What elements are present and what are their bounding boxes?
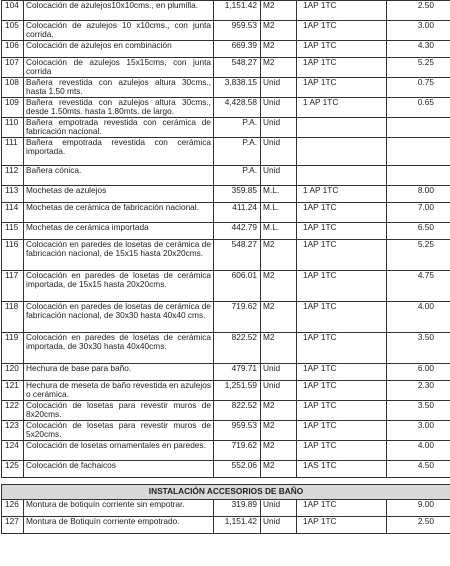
table-row — [2, 203, 450, 223]
item-description: Colocación en paredes de losetas de cerámica importada, de 15x15 hasta 20x20cms. — [24, 271, 214, 302]
item-crew: 1AP 1TC — [297, 21, 387, 41]
item-crew — [297, 118, 387, 138]
item-unit: M2 — [261, 41, 297, 58]
item-number: 119 — [2, 333, 24, 364]
table-row — [2, 166, 450, 186]
item-rate: 4.00 — [387, 302, 450, 333]
table-row — [2, 461, 450, 478]
spacer-row — [2, 478, 450, 485]
item-price: P.A. — [214, 118, 261, 138]
table-row — [2, 98, 450, 118]
item-price: 548.27 — [214, 58, 261, 78]
item-crew: 1AP 1TC — [297, 58, 387, 78]
table-body-top — [2, 1, 450, 478]
item-unit: Unid — [261, 98, 297, 118]
item-number: 107 — [2, 58, 24, 78]
item-price: 552.06 — [214, 461, 261, 478]
item-crew: 1AP 1TC — [297, 203, 387, 223]
item-description: Colocación en paredes de losetas de cerámica de fabricación nacional, de 30x30 hasta 40x40 cms. — [24, 302, 214, 333]
item-description: Mochetas de azulejos — [24, 186, 214, 203]
item-price: 442.79 — [214, 223, 261, 240]
item-unit: Unid — [261, 118, 297, 138]
item-description: Colocación de losetas para revestir muros de 8x20cms. — [24, 401, 214, 421]
item-number: 111 — [2, 138, 24, 166]
item-rate: 7.00 — [387, 203, 450, 223]
item-description: Colocación de azulejos en combinación — [24, 41, 214, 58]
table-row — [2, 364, 450, 381]
item-unit: M2 — [261, 461, 297, 478]
item-unit: Unid — [261, 138, 297, 166]
item-number: 105 — [2, 21, 24, 41]
item-number: 120 — [2, 364, 24, 381]
item-crew: 1 AP 1TC — [297, 186, 387, 203]
item-unit: M2 — [261, 21, 297, 41]
item-price: 719.62 — [214, 302, 261, 333]
item-number: 106 — [2, 41, 24, 58]
item-price: 719.62 — [214, 441, 261, 461]
item-unit: M2 — [261, 58, 297, 78]
item-number: 104 — [2, 1, 24, 21]
item-rate: 4.50 — [387, 461, 450, 478]
item-number: 127 — [2, 517, 24, 534]
item-crew — [297, 138, 387, 166]
item-number: 125 — [2, 461, 24, 478]
item-rate: 4.30 — [387, 41, 450, 58]
item-number: 117 — [2, 271, 24, 302]
table-row — [2, 500, 450, 517]
item-description: Hechura de meseta de baño revestida en azulejos o cerámica. — [24, 381, 214, 401]
table-body-section — [2, 478, 450, 500]
item-number: 126 — [2, 500, 24, 517]
item-price: 669.39 — [214, 41, 261, 58]
table-row — [2, 118, 450, 138]
item-rate: 2.50 — [387, 517, 450, 534]
item-rate: 2.30 — [387, 381, 450, 401]
item-rate: 4.00 — [387, 441, 450, 461]
item-price: 959.53 — [214, 21, 261, 41]
item-unit: Unid — [261, 78, 297, 98]
item-number: 112 — [2, 166, 24, 186]
item-number: 123 — [2, 421, 24, 441]
table-row — [2, 240, 450, 271]
table-row — [2, 223, 450, 240]
item-description: Bañera empotrada revestida con cerámica importada. — [24, 138, 214, 166]
item-crew: 1AP 1TC — [297, 240, 387, 271]
item-crew: 1AP 1TC — [297, 41, 387, 58]
item-crew: 1AP 1TC — [297, 1, 387, 21]
item-description: Bañera empotrada revestida con cerámica de fabricación nacional. — [24, 118, 214, 138]
item-description: Colocación de azulejos 10 x10cms., con junta corrida. — [24, 21, 214, 41]
item-unit: M2 — [261, 421, 297, 441]
item-price: 319.89 — [214, 500, 261, 517]
item-crew: 1AP 1TC — [297, 441, 387, 461]
table-row — [2, 78, 450, 98]
item-rate: 3.00 — [387, 421, 450, 441]
table-row — [2, 421, 450, 441]
item-number: 118 — [2, 302, 24, 333]
item-price: 1,251.59 — [214, 381, 261, 401]
item-unit: M2 — [261, 271, 297, 302]
item-rate: 6.00 — [387, 364, 450, 381]
item-description: Bañera revestida con azulejos altura 30cms., hasta 1.50 mts. — [24, 78, 214, 98]
item-number: 124 — [2, 441, 24, 461]
price-table — [1, 0, 450, 534]
item-unit: M2 — [261, 333, 297, 364]
item-unit: Unid — [261, 517, 297, 534]
item-unit: M2 — [261, 441, 297, 461]
item-crew — [297, 166, 387, 186]
item-rate: 3.00 — [387, 21, 450, 41]
item-unit: M2 — [261, 240, 297, 271]
item-rate: 0.65 — [387, 98, 450, 118]
item-number: 113 — [2, 186, 24, 203]
table-row — [2, 401, 450, 421]
item-description: Colocación en paredes de losetas de cerámica importada, de 30x30 hasta 40x40cms. — [24, 333, 214, 364]
item-unit: M.L. — [261, 186, 297, 203]
item-price: P.A. — [214, 166, 261, 186]
table-row — [2, 517, 450, 534]
item-description: Bañera cónica. — [24, 166, 214, 186]
item-price: 548.27 — [214, 240, 261, 271]
item-rate: 5.25 — [387, 58, 450, 78]
item-crew: 1AP 1TC — [297, 421, 387, 441]
item-unit: M2 — [261, 401, 297, 421]
item-rate: 9.00 — [387, 500, 450, 517]
item-rate: 8.00 — [387, 186, 450, 203]
item-crew: 1AP 1TC — [297, 401, 387, 421]
item-crew: 1AP 1TC — [297, 381, 387, 401]
table-row — [2, 138, 450, 166]
item-crew: 1AP 1TC — [297, 223, 387, 240]
item-crew: 1AP 1TC — [297, 500, 387, 517]
table-body-bottom — [2, 500, 450, 534]
item-rate — [387, 166, 450, 186]
item-price: 606.01 — [214, 271, 261, 302]
item-unit: M.L. — [261, 203, 297, 223]
item-number: 109 — [2, 98, 24, 118]
item-number: 122 — [2, 401, 24, 421]
item-unit: M2 — [261, 1, 297, 21]
item-description: Colocación de fachaicos — [24, 461, 214, 478]
section-header-row — [2, 485, 450, 500]
item-crew: 1AS 1TC — [297, 461, 387, 478]
item-rate: 2.50 — [387, 1, 450, 21]
table-row — [2, 441, 450, 461]
table-row — [2, 21, 450, 41]
item-crew: 1AP 1TC — [297, 271, 387, 302]
item-crew: 1AP 1TC — [297, 517, 387, 534]
item-rate: 5.25 — [387, 240, 450, 271]
item-crew: 1AP 1TC — [297, 333, 387, 364]
item-price: 359.85 — [214, 186, 261, 203]
item-crew: 1 AP 1TC — [297, 98, 387, 118]
item-crew: 1AP 1TC — [297, 78, 387, 98]
table-row — [2, 1, 450, 21]
item-unit: M2 — [261, 302, 297, 333]
item-crew: 1AP 1TC — [297, 364, 387, 381]
item-description: Bañera revestida con azulejos altura 30cms., desde 1.50mts. hasta 1.80mts. de largo. — [24, 98, 214, 118]
item-number: 121 — [2, 381, 24, 401]
item-rate: 3.50 — [387, 333, 450, 364]
item-description: Mochetas de cerámica importada — [24, 223, 214, 240]
item-number: 116 — [2, 240, 24, 271]
item-price: 822.52 — [214, 401, 261, 421]
item-number: 110 — [2, 118, 24, 138]
item-unit: Unid — [261, 364, 297, 381]
item-price: 822.52 — [214, 333, 261, 364]
table-row — [2, 381, 450, 401]
item-description: Colocación de losetas ornamentales en paredes. — [24, 441, 214, 461]
item-description: Mochetas de cerámica de fabricación nacional. — [24, 203, 214, 223]
table-row — [2, 186, 450, 203]
section-title: INSTALACIÓN ACCESORIOS DE BAÑO — [2, 485, 450, 500]
item-number: 115 — [2, 223, 24, 240]
item-rate: 0.75 — [387, 78, 450, 98]
item-description: Montura de botiquín corriente sin empotrar. — [24, 500, 214, 517]
item-description: Colocación de azulejos 15x15cms, con junta corrida — [24, 58, 214, 78]
item-rate — [387, 138, 450, 166]
item-price: 411.24 — [214, 203, 261, 223]
item-description: Hechura de base para baño. — [24, 364, 214, 381]
item-price: P.A. — [214, 138, 261, 166]
item-description: Colocación de azulejos10x10cms., en plumilla. — [24, 1, 214, 21]
item-rate — [387, 118, 450, 138]
item-description: Colocación de losetas para revestir muros de 5x20cms. — [24, 421, 214, 441]
table-row — [2, 271, 450, 302]
item-unit: Unid — [261, 381, 297, 401]
item-price: 959.53 — [214, 421, 261, 441]
item-description: Montura de Botiquín corriente empotrado. — [24, 517, 214, 534]
item-rate: 4.75 — [387, 271, 450, 302]
item-price: 1,151.42 — [214, 517, 261, 534]
item-number: 114 — [2, 203, 24, 223]
item-price: 479.71 — [214, 364, 261, 381]
table-row — [2, 333, 450, 364]
item-rate: 6.50 — [387, 223, 450, 240]
item-price: 1,151.42 — [214, 1, 261, 21]
item-crew: 1AP 1TC — [297, 302, 387, 333]
item-unit: M.L. — [261, 223, 297, 240]
item-price: 4,428.58 — [214, 98, 261, 118]
table-row — [2, 58, 450, 78]
table-row — [2, 302, 450, 333]
item-rate: 3.50 — [387, 401, 450, 421]
item-number: 108 — [2, 78, 24, 98]
table-row — [2, 41, 450, 58]
item-unit: Unid — [261, 500, 297, 517]
item-unit: Unid — [261, 166, 297, 186]
item-description: Colocación en paredes de losetas de cerámica de fabricación nacional, de 15x15 hasta 20x20cms. — [24, 240, 214, 271]
item-price: 3,838.15 — [214, 78, 261, 98]
